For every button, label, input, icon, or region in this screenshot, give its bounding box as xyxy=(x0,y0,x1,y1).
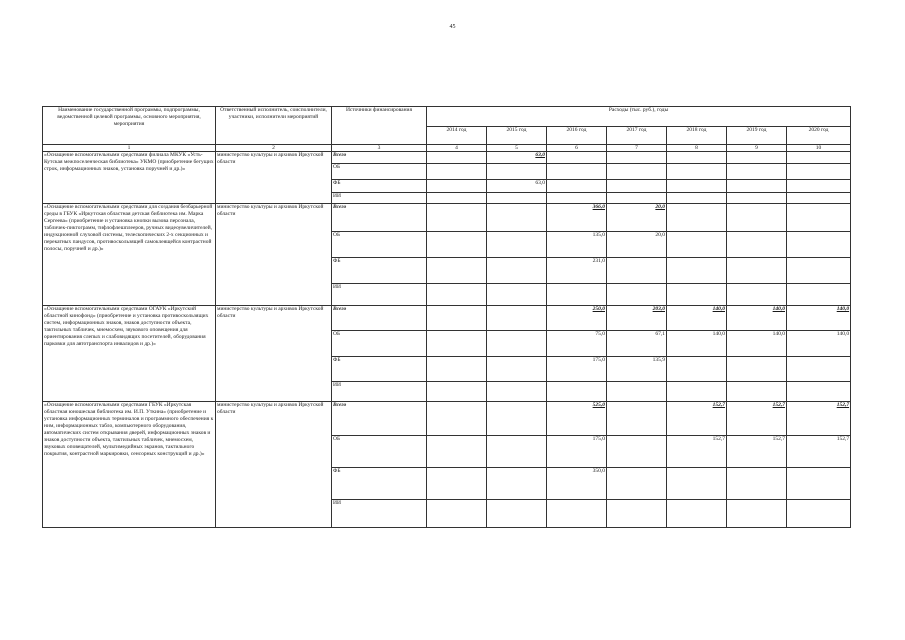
table-row xyxy=(43,152,851,164)
amount-cell xyxy=(547,284,607,306)
amount-cell xyxy=(667,204,727,232)
amount-cell: 175,0 xyxy=(547,436,607,468)
amount-cell xyxy=(607,436,667,468)
amount-cell: 135,0 xyxy=(547,232,607,258)
column-number: 4 xyxy=(427,145,487,152)
amount-cell xyxy=(787,468,851,500)
amount-cell xyxy=(727,164,787,180)
amount-cell: 350,0 xyxy=(547,468,607,500)
amount-cell: 140,0 xyxy=(727,306,787,331)
column-number: 8 xyxy=(667,145,727,152)
column-number: 2 xyxy=(216,145,332,152)
amount-cell xyxy=(487,402,547,436)
amount-cell: 152,7 xyxy=(787,436,851,468)
funding-source: ИИ xyxy=(332,500,427,528)
amount-cell: 20,0 xyxy=(607,232,667,258)
amount-cell xyxy=(787,500,851,528)
amount-cell xyxy=(787,152,851,164)
amount-cell xyxy=(727,180,787,193)
amount-cell xyxy=(547,382,607,402)
funding-source: ФБ xyxy=(332,357,427,382)
header-year: 2015 год xyxy=(487,127,547,145)
amount-cell xyxy=(787,258,851,284)
amount-cell xyxy=(427,468,487,500)
amount-cell xyxy=(427,164,487,180)
table-row xyxy=(43,204,851,232)
amount-cell xyxy=(427,331,487,357)
table-row xyxy=(43,402,851,436)
header-year: 2017 год xyxy=(607,127,667,145)
amount-cell xyxy=(487,500,547,528)
amount-cell: 152,7 xyxy=(667,402,727,436)
amount-cell xyxy=(487,258,547,284)
amount-cell xyxy=(727,382,787,402)
amount-cell xyxy=(667,382,727,402)
amount-cell xyxy=(787,193,851,204)
amount-cell xyxy=(487,164,547,180)
amount-cell xyxy=(547,180,607,193)
funding-source: ОБ xyxy=(332,436,427,468)
amount-cell xyxy=(607,468,667,500)
column-number: 9 xyxy=(727,145,787,152)
amount-cell xyxy=(727,468,787,500)
funding-source: ОБ xyxy=(332,232,427,258)
header-name: Наименование государственной программы, подпрограммы, ведомственной целевой программы, основного мероприятия, мероприятия xyxy=(43,107,216,145)
amount-cell: 366,0 xyxy=(547,204,607,232)
amount-cell: 140,0 xyxy=(667,306,727,331)
executor: министерство культуры и архивов Иркутской области xyxy=(216,152,332,204)
amount-cell xyxy=(487,193,547,204)
amount-cell xyxy=(787,232,851,258)
amount-cell: 140,0 xyxy=(727,331,787,357)
amount-cell: 152,7 xyxy=(667,436,727,468)
funding-source: ФБ xyxy=(332,468,427,500)
amount-cell xyxy=(547,152,607,164)
activity-name: «Оснащение вспомогательными средствами ГБУК «Иркутская областная юношеская библиотека им. И.П. Уткина» (приобретение и установка информационных терминалов и программного обеспечения к ним, информационных табло, компьютерного оборудования, автоматических систем открывания дверей, информационных знаков и знаков доступности объекта, тактильных табличек, мнемосхем, звуковых оповещателей, мультимедийных экранов, тактильного покрытия, контрастной маркировки, сенсорных конструкций и др.)» xyxy=(43,402,216,528)
table-row xyxy=(43,306,851,331)
amount-cell: 63,0 xyxy=(487,152,547,164)
amount-cell xyxy=(607,500,667,528)
amount-cell xyxy=(487,284,547,306)
amount-cell xyxy=(487,468,547,500)
amount-cell xyxy=(727,284,787,306)
funding-source: ФБ xyxy=(332,180,427,193)
amount-cell xyxy=(787,284,851,306)
amount-cell xyxy=(427,500,487,528)
amount-cell xyxy=(607,193,667,204)
amount-cell xyxy=(667,357,727,382)
amount-cell xyxy=(667,232,727,258)
amount-cell xyxy=(427,284,487,306)
header-year: 2014 год xyxy=(427,127,487,145)
amount-cell xyxy=(427,436,487,468)
funding-source: Всего xyxy=(332,204,427,232)
amount-cell xyxy=(727,258,787,284)
amount-cell xyxy=(667,258,727,284)
amount-cell xyxy=(787,204,851,232)
funding-source: ФБ xyxy=(332,258,427,284)
amount-cell: 135,9 xyxy=(607,357,667,382)
amount-cell xyxy=(427,258,487,284)
amount-cell xyxy=(487,357,547,382)
amount-cell: 140,0 xyxy=(787,306,851,331)
column-number: 1 xyxy=(43,145,216,152)
activity-name: «Оснащение вспомогательными средствами ОГАУК «Иркутский областной кинофонд» (приобретение и установка противоскользящих систем, информационных знаков, знаков доступности объекта, тактильных табличек, мнемосхем, звукового оповещения для ориентирования слепых и слабовидящих посетителей, оборудования парковки для автотранспорта инвалидов и др.)» xyxy=(43,306,216,402)
amount-cell xyxy=(727,357,787,382)
executor: министерство культуры и архивов Иркутской области xyxy=(216,204,332,306)
amount-cell xyxy=(667,468,727,500)
amount-cell xyxy=(727,193,787,204)
funding-source: Всего xyxy=(332,402,427,436)
amount-cell xyxy=(487,436,547,468)
amount-cell xyxy=(607,164,667,180)
amount-cell xyxy=(667,193,727,204)
amount-cell xyxy=(487,306,547,331)
column-number: 10 xyxy=(787,145,851,152)
amount-cell: 231,0 xyxy=(547,258,607,284)
header-year: 2018 год xyxy=(667,127,727,145)
amount-cell: 63,0 xyxy=(487,180,547,193)
amount-cell xyxy=(727,500,787,528)
amount-cell xyxy=(607,382,667,402)
amount-cell: 20,0 xyxy=(607,204,667,232)
amount-cell xyxy=(667,284,727,306)
amount-cell: 140,0 xyxy=(787,331,851,357)
amount-cell xyxy=(427,402,487,436)
amount-cell: 175,0 xyxy=(547,357,607,382)
header-source: Источники финансирования xyxy=(332,107,427,145)
amount-cell xyxy=(487,204,547,232)
amount-cell: 525,0 xyxy=(547,402,607,436)
amount-cell: 67,1 xyxy=(607,331,667,357)
amount-cell xyxy=(667,152,727,164)
amount-cell: 75,0 xyxy=(547,331,607,357)
amount-cell xyxy=(547,193,607,204)
amount-cell xyxy=(427,193,487,204)
funding-source: ИИ xyxy=(332,382,427,402)
amount-cell xyxy=(727,204,787,232)
amount-cell xyxy=(667,164,727,180)
amount-cell xyxy=(787,382,851,402)
amount-cell: 152,7 xyxy=(727,436,787,468)
amount-cell xyxy=(667,180,727,193)
funding-source: ОБ xyxy=(332,331,427,357)
amount-cell xyxy=(727,152,787,164)
funding-source: ИИ xyxy=(332,193,427,204)
amount-cell: 250,0 xyxy=(547,306,607,331)
amount-cell xyxy=(487,382,547,402)
column-number: 5 xyxy=(487,145,547,152)
amount-cell xyxy=(667,500,727,528)
amount-cell xyxy=(427,382,487,402)
header-expenses: Расходы (тыс. руб.), годы xyxy=(427,107,851,127)
executor: министерство культуры и архивов Иркутской области xyxy=(216,306,332,402)
funding-source: ИИ xyxy=(332,284,427,306)
funding-source: ОБ xyxy=(332,164,427,180)
funding-source: Всего xyxy=(332,306,427,331)
amount-cell xyxy=(487,331,547,357)
amount-cell xyxy=(727,232,787,258)
amount-cell xyxy=(607,258,667,284)
executor: министерство культуры и архивов Иркутской области xyxy=(216,402,332,528)
amount-cell xyxy=(607,180,667,193)
budget-table xyxy=(42,106,851,528)
page-number: 45 xyxy=(449,24,456,30)
amount-cell: 140,0 xyxy=(667,331,727,357)
amount-cell xyxy=(427,180,487,193)
amount-cell: 152,7 xyxy=(727,402,787,436)
amount-cell xyxy=(427,357,487,382)
header-year: 2019 год xyxy=(727,127,787,145)
header-executor: Ответственный исполнитель, соисполнители, участники, исполнители мероприятий xyxy=(216,107,332,145)
amount-cell xyxy=(787,180,851,193)
amount-cell xyxy=(607,284,667,306)
amount-cell xyxy=(607,402,667,436)
amount-cell xyxy=(427,204,487,232)
amount-cell: 203,0 xyxy=(607,306,667,331)
column-number: 3 xyxy=(332,145,427,152)
amount-cell xyxy=(427,232,487,258)
amount-cell xyxy=(547,500,607,528)
header-year: 2016 год xyxy=(547,127,607,145)
amount-cell xyxy=(787,164,851,180)
activity-name: «Оснащение вспомогательными средствами для создания безбарьерной среды в ГБУК «Иркутская областная детская библиотека им. Марка Сергеева» (приобретение и установка кнопки вызова персонала, табличек-пиктограмм, тифлофлешплееров, ручных видеоувеличителей, индукционной слуховой системы, телескопических 2-х секционных и перекатных пандусов, противоскользящей самоклеящейся контрастной полосы, поручней и др.)» xyxy=(43,204,216,306)
amount-cell xyxy=(427,306,487,331)
column-number: 7 xyxy=(607,145,667,152)
amount-cell xyxy=(487,232,547,258)
column-number: 6 xyxy=(547,145,607,152)
header-year: 2020 год xyxy=(787,127,851,145)
amount-cell xyxy=(787,357,851,382)
funding-source: Всего xyxy=(332,152,427,164)
amount-cell xyxy=(427,152,487,164)
activity-name: «Оснащение вспомогательными средствами филиала МКУК «Усть-Кутская межпоселенческая библиотека» УКМО (приобретение бегущих строк, информационных знаков, установка поручней и др.)» xyxy=(43,152,216,204)
amount-cell: 152,7 xyxy=(787,402,851,436)
amount-cell xyxy=(547,164,607,180)
amount-cell xyxy=(607,152,667,164)
